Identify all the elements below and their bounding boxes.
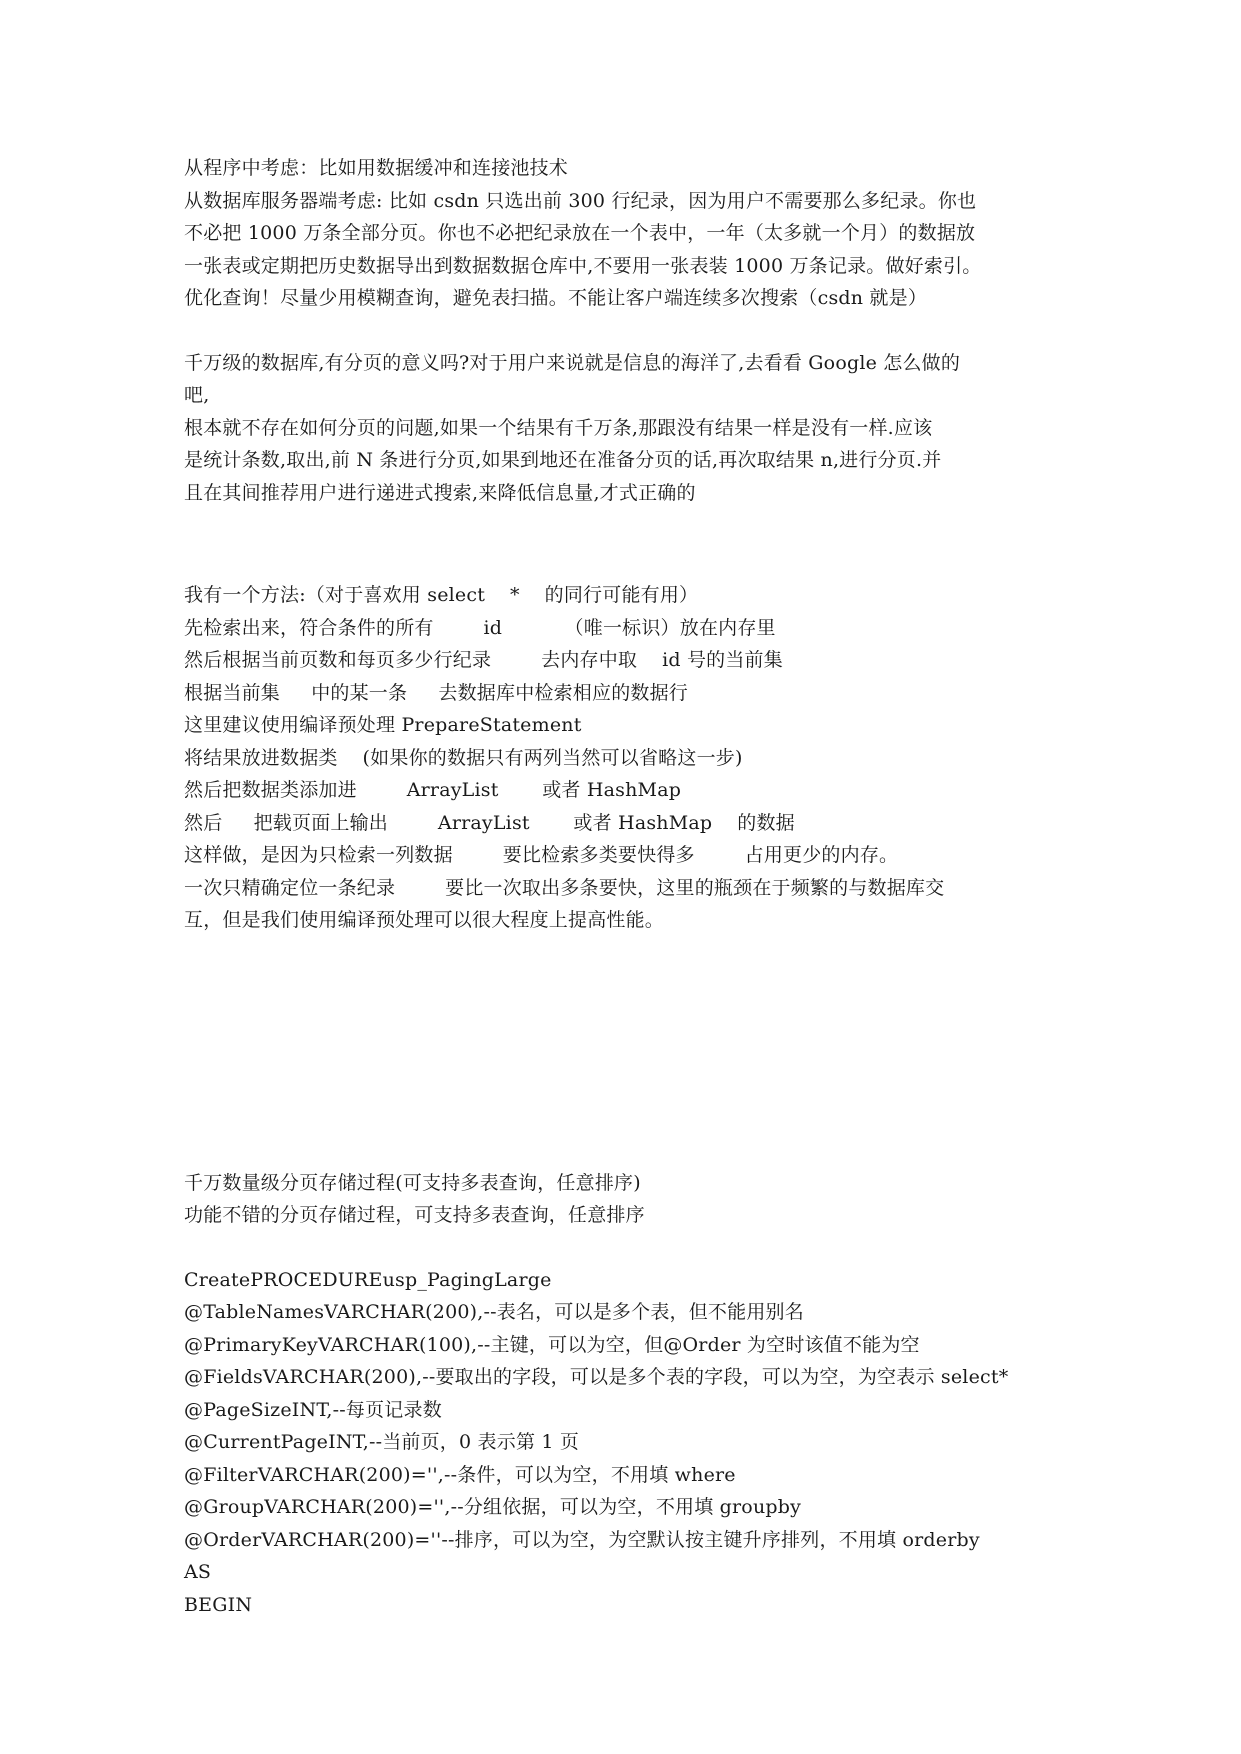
text-line: 我有一个方法:（对于喜欢用 select * 的同行可能有用）: [184, 584, 699, 606]
paragraph-stored-procedure-title: [184, 1167, 1074, 1232]
code-line: @FieldsVARCHAR(200),--要取出的字段，可以是多个表的字段，可以为空，为空表示 select*: [184, 1366, 1009, 1388]
text-line: 然后把数据类添加进 ArrayList 或者 HashMap: [184, 779, 682, 801]
code-block-stored-procedure: [184, 1264, 1074, 1622]
text-line: 根本就不存在如何分页的问题,如果一个结果有千万条,那跟没有结果一样是没有一样.应该: [184, 416, 933, 439]
text-line: 是统计条数,取出,前 N 条进行分页,如果到地还在准备分页的话,再次取结果 n,进行分页.并: [184, 449, 942, 471]
text-line: 千万级的数据库,有分页的意义吗?对于用户来说就是信息的海洋了,去看看 Google 怎么做的: [184, 351, 961, 374]
text-line: 一张表或定期把历史数据导出到数据数据仓库中,不要用一张表装 1000 万条记录。做好索引。: [184, 254, 982, 277]
text-line: 优化查询！尽量少用模糊查询，避免表扫描。不能让客户端连续多次搜索（csdn 就是）: [184, 287, 928, 309]
code-line: @GroupVARCHAR(200)='',--分组依据，可以为空，不用填 groupby: [184, 1496, 802, 1518]
code-line: BEGIN: [184, 1593, 253, 1616]
code-line: @OrderVARCHAR(200)=''--排序，可以为空，为空默认按主键升序排列，不用填 orderby: [184, 1528, 980, 1551]
code-line: @PrimaryKeyVARCHAR(100),--主键，可以为空，但@Order 为空时该值不能为空: [184, 1333, 920, 1356]
text-line: 然后根据当前页数和每页多少行纪录 去内存中取 id 号的当前集: [184, 649, 783, 671]
code-line: AS: [184, 1561, 212, 1583]
document-page: [184, 152, 1074, 1621]
code-line: @CurrentPageINT,--当前页，0 表示第 1 页: [184, 1431, 580, 1453]
code-line: @FilterVARCHAR(200)='',--条件，可以为空，不用填 where: [184, 1463, 736, 1486]
text-line: 先检索出来，符合条件的所有 id （唯一标识）放在内存里: [184, 616, 776, 639]
text-line: 一次只精确定位一条纪录 要比一次取出多条要快，这里的瓶颈在于频繁的与数据库交: [184, 876, 945, 899]
text-line: 互，但是我们使用编译预处理可以很大程度上提高性能。: [184, 909, 665, 931]
paragraph-paging-meaning: [184, 347, 1074, 510]
text-line: 从程序中考虑：比如用数据缓冲和连接池技术: [184, 157, 569, 179]
text-line: 功能不错的分页存储过程，可支持多表查询，任意排序: [184, 1204, 645, 1226]
text-line: 从数据库服务器端考虑: 比如 csdn 只选出前 300 行纪录，因为用户不需要那么多纪录。你也: [184, 189, 977, 212]
text-line: 将结果放进数据类 (如果你的数据只有两列当然可以省略这一步): [184, 746, 743, 769]
text-line: 然后 把载页面上输出 ArrayList 或者 HashMap 的数据: [184, 811, 795, 834]
heading-line: 千万数量级分页存储过程(可支持多表查询，任意排序): [184, 1171, 641, 1194]
code-line: @PageSizeINT,--每页记录数: [184, 1398, 442, 1421]
paragraph-optimization-tips: [184, 152, 1074, 315]
text-line: 且在其间推荐用户进行递进式搜索,来降低信息量,才式正确的: [184, 481, 696, 504]
text-line: 这样做，是因为只检索一列数据 要比检索多类要快得多 占用更少的内存。: [184, 844, 899, 866]
text-line: 吧,: [184, 384, 210, 406]
code-line: CreatePROCEDUREusp_PagingLarge: [184, 1268, 552, 1291]
paragraph-method: [184, 579, 1074, 937]
code-line: @TableNamesVARCHAR(200),--表名，可以是多个表，但不能用别名: [184, 1301, 804, 1323]
text-line: 根据当前集 中的某一条 去数据库中检索相应的数据行: [184, 681, 688, 704]
text-line: 不必把 1000 万条全部分页。你也不必把纪录放在一个表中，一年（太多就一个月）的数据放: [184, 222, 976, 244]
text-line: 这里建议使用编译预处理 PrepareStatement: [184, 714, 582, 736]
